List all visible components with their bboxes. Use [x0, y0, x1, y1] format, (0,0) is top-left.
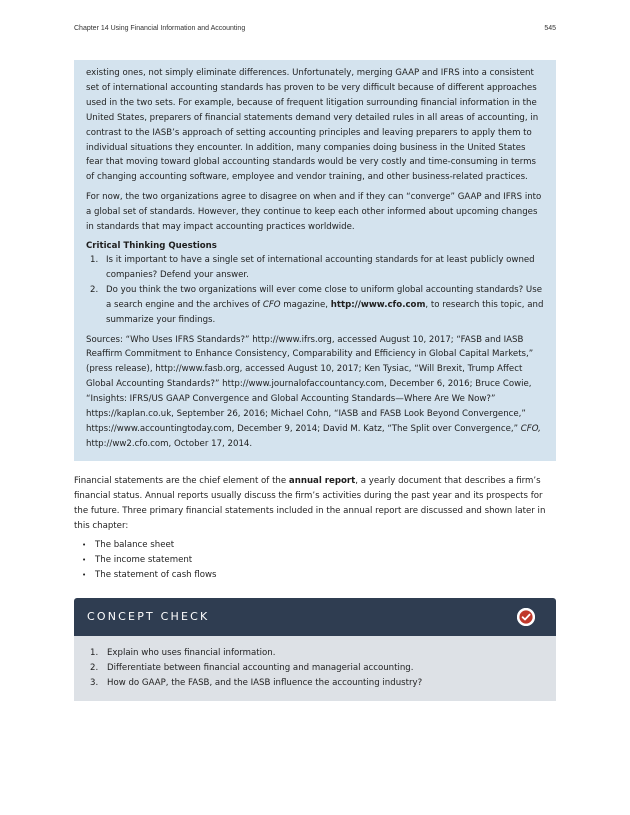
item-text: Differentiate between financial accounting and managerial accounting. — [107, 663, 414, 673]
question-number: 2. — [90, 284, 99, 295]
list-item-text: The balance sheet — [95, 540, 175, 550]
question-number: 1. — [90, 254, 99, 265]
intro-paragraph — [74, 474, 556, 534]
concept-check-item — [88, 661, 556, 676]
sources-text: Sources: “Who Uses IFRS Standards?” http://www.ifrs.org, accessed August 10, 2017; “FASB and IASB Reaffirm Commitment to Enhance Consistency, Comparability and Efficiency in Global Capital Markets,” (press release), http://www.fasb.org, accessed August 10, 2017; Ken Tysiac, “Will Brexit, Trump Affect Global Accounting Standards?” http://www.journalofaccountancy.com, December 6, 2016; Bruce Cowie, “Insights: IFRS/US GAAP Convergence and Global Accounting Standards—Where Are We Now?” https://kaplan.co.uk, September 26, 2016; Michael Cohn, “IASB and FASB Look Beyond Convergence,” https://www.accountingtoday.com, December 9, 2014; David M. Katz, “The Split over Convergence,” — [86, 334, 534, 434]
concept-check-body — [74, 636, 556, 701]
item-text: Explain who uses financial information. — [107, 648, 276, 658]
question-text: Do you think the two organizations will ever come close to uniform global accounting standards? Use a search engine and the archives of — [106, 284, 542, 310]
annual-report-term: annual report — [288, 476, 356, 486]
question-text-end: , to research this topic, and summarize your findings. — [106, 299, 544, 325]
intro-text-cont: , a yearly document that describes a firm’s financial status. Annual reports usually discuss the firm’s activities during the past year and its prospects for the future. Three primary financial statements included in the annual report are discussed and shown later in this chapter: — [74, 476, 546, 531]
question-text: Is it important to have a single set of international accounting standards for at least publicly owned companies? Defend your answer. — [106, 254, 535, 280]
concept-check-list — [88, 646, 556, 691]
question-text-cont: magazine, — [280, 299, 331, 310]
item-number: 3. — [90, 678, 99, 688]
item-number: 1. — [90, 648, 99, 658]
cfo-magazine-name: CFO — [262, 299, 281, 310]
sources-cfo: CFO, — [520, 423, 541, 434]
list-item-text: The statement of cash flows — [95, 570, 217, 580]
item-number: 2. — [90, 663, 99, 673]
concept-check-title: CONCEPT CHECK — [87, 610, 210, 623]
bullet-icon: • — [82, 556, 87, 564]
sources-text-end: http://ww2.cfo.com, October 17, 2014. — [86, 438, 253, 449]
bullet-icon: • — [82, 541, 87, 549]
body-section — [74, 474, 556, 583]
feature-paragraph-2: For now, the two organizations agree to disagree on when and if they can “converge” GAAP and IFRS into a global set of standards. However, they continue to keep each other informed about upcoming changes in standards that may impact accounting practices worldwide. — [86, 192, 542, 233]
concept-check-header — [74, 598, 556, 636]
feature-paragraph-1: existing ones, not simply eliminate differences. Unfortunately, merging GAAP and IFRS into a consistent set of international accounting standards has proven to be very difficult because of different approaches used in the two sets. For example, because of frequent litigation surrounding financial information in the United States, preparers of financial statements demand very detailed rules in all areas of accounting, in contrast to the IASB’s approach of setting accounting principles and leaving preparers to apply them to individual situations they encounter. In addition, many companies doing business in the United States fear that moving toward global accounting standards would be very costly and time-consuming in terms of changing accounting software, employee and vendor training, and other business-related practices. — [86, 68, 539, 183]
statements-list — [74, 538, 556, 583]
question-item — [86, 283, 544, 328]
intro-text: Financial statements are the chief element of the — [74, 476, 289, 486]
feature-box — [74, 60, 556, 461]
sources-paragraph — [86, 333, 544, 452]
critical-thinking-list — [86, 253, 544, 328]
critical-thinking-heading: Critical Thinking Questions — [86, 240, 217, 251]
list-item — [74, 553, 556, 568]
list-item — [74, 538, 556, 553]
concept-check-item — [88, 676, 556, 691]
chapter-title: Chapter 14 Using Financial Information and Accounting — [74, 25, 246, 32]
item-text: How do GAAP, the FASB, and the IASB influence the accounting industry? — [107, 678, 423, 688]
concept-check-item — [88, 646, 556, 661]
question-item — [86, 253, 544, 283]
page-number: 545 — [544, 25, 556, 32]
list-item — [74, 568, 556, 583]
concept-check-box — [74, 598, 556, 701]
cfo-link[interactable]: http://www.cfo.com — [330, 299, 426, 310]
checkmark-circle-icon — [517, 608, 535, 626]
list-item-text: The income statement — [95, 555, 193, 565]
bullet-icon: • — [82, 571, 87, 579]
